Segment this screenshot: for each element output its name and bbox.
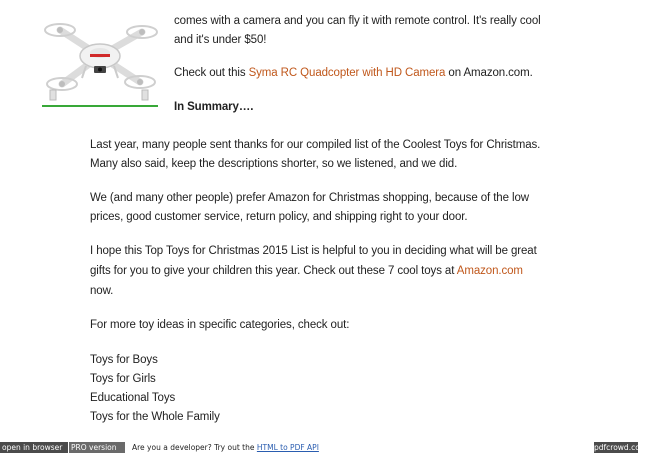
image-underline [42, 105, 158, 107]
category-toys-for-girls[interactable]: Toys for Girls [90, 373, 156, 385]
checkout-prefix: Check out this [174, 67, 249, 79]
paragraph-2-line-1: We (and many other people) prefer Amazon for Christmas shopping, because of the low [90, 192, 529, 204]
paragraph-3-line-2-text: gifts for you to give your children this year. Check out these 7 cool toys at [90, 265, 457, 277]
paragraph-1-line-2: Many also said, keep the descriptions shorter, so we listened, and we did. [90, 158, 458, 170]
intro-line-1: comes with a camera and you can fly it with remote control. It's really cool [174, 15, 541, 27]
paragraph-3-line-2 [90, 262, 523, 281]
paragraph-2-line-2: prices, good customer service, return policy, and shipping right to your door. [90, 211, 468, 223]
quadcopter-image [42, 8, 158, 104]
pdfcrowd-footer [0, 442, 647, 453]
html-to-pdf-api-link[interactable]: HTML to PDF API [256, 443, 319, 452]
pdfcrowd-brand-link[interactable]: pdfcrowd.com [594, 443, 647, 452]
paragraph-3-line-1: I hope this Top Toys for Christmas 2015 List is helpful to you in deciding what will be great [90, 245, 537, 257]
checkout-suffix: on Amazon.com. [445, 67, 533, 79]
amazon-link[interactable]: Amazon.com [456, 265, 523, 277]
checkout-line [174, 64, 533, 83]
category-toys-for-boys[interactable]: Toys for Boys [90, 354, 158, 366]
developer-notice [132, 442, 319, 453]
pro-version-button[interactable]: PRO version [69, 442, 125, 453]
category-toys-whole-family[interactable]: Toys for the Whole Family [90, 411, 220, 423]
intro-line-2: and it's under $50! [174, 34, 267, 46]
summary-heading: In Summary…. [174, 101, 254, 113]
paragraph-4: For more toy ideas in specific categories, check out: [90, 319, 350, 331]
syma-quadcopter-link[interactable]: Syma RC Quadcopter with HD Camera [248, 67, 446, 79]
paragraph-1-line-1: Last year, many people sent thanks for our compiled list of the Coolest Toys for Christmas. [90, 139, 541, 151]
open-in-browser-button[interactable]: open in browser [0, 442, 68, 453]
category-educational-toys[interactable]: Educational Toys [90, 392, 176, 404]
paragraph-3-line-3: now. [90, 285, 114, 297]
developer-notice-text: Are you a developer? Try out the [132, 443, 257, 452]
